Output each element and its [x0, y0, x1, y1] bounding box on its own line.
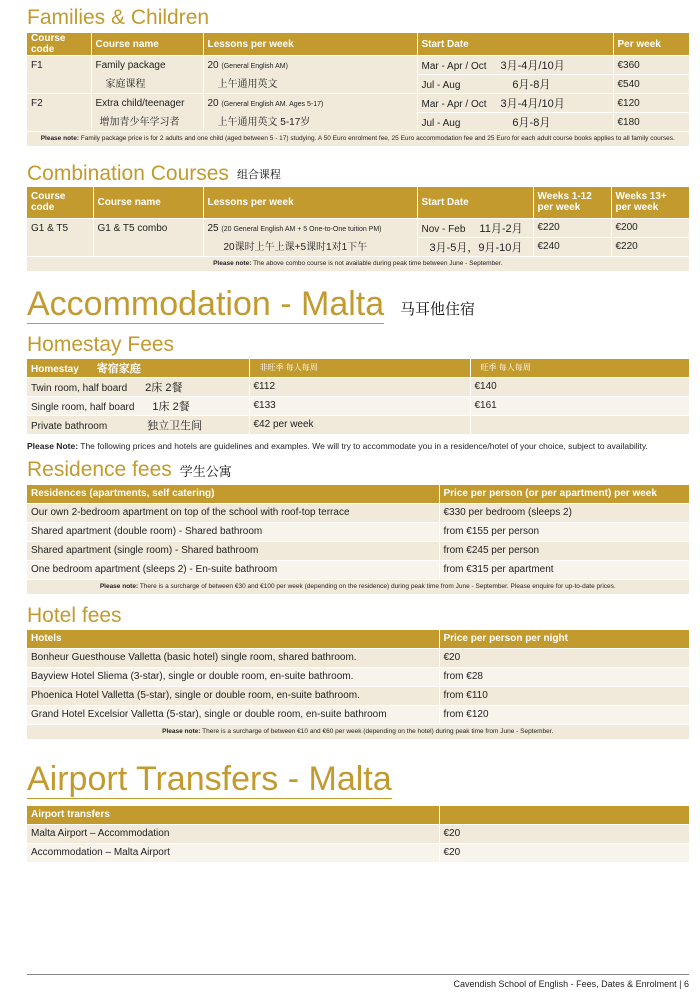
table-row — [27, 843, 689, 862]
col-weeks-1-12: Weeks 1-12 per week — [533, 187, 611, 218]
course-name: Extra child/teenager 增加青少年学习者 — [91, 94, 203, 132]
hotel-label: Grand Hotel Excelsior Valletta (5-star), single or double room, en-suite bathroom — [27, 705, 439, 724]
residence-note: Please note: There is a surcharge of between €30 and €100 per week (depending on the residence) during peak time from June - September. Please enquire for up-to-date prices. — [27, 579, 689, 594]
price: €360 — [613, 56, 689, 75]
residence-table — [27, 485, 690, 594]
col-price: Price per person (or per apartment) per week — [439, 485, 689, 503]
price: €161 — [470, 396, 689, 415]
room-type: Twin room, half board 2床 2餐 — [27, 377, 249, 396]
col-hotels: Hotels — [27, 630, 439, 648]
col-lessons: Lessons per week — [203, 187, 417, 218]
col-course-name: Course name — [91, 33, 203, 56]
homestay-table — [27, 359, 690, 434]
room-type: Single room, half board 1床 2餐 — [27, 396, 249, 415]
col-start-date: Start Date — [417, 33, 613, 56]
start-date: Mar - Apr / Oct 3月-4月/10月 — [417, 56, 613, 75]
families-note: Please note: Family package price is for 2 adults and one child (aged between 5 - 17) studying. A 50 Euro enrolment fee, 25 Euro accommodation fee and 25 Euro for each adult course books applies to all family courses. — [27, 132, 689, 147]
hotel-table — [27, 630, 690, 739]
start-date: Mar - Apr / Oct 3月-4月/10月 — [417, 94, 613, 113]
airport-table — [27, 806, 690, 862]
table-row — [27, 94, 689, 113]
combination-note: Please note: The above combo course is not available during peak time between June - September. — [27, 256, 689, 271]
combination-title: Combination Courses 组合课程 — [27, 162, 281, 185]
price: €112 — [249, 377, 470, 396]
lessons: 20 (General English AM. Ages 5-17) 上午通用英文 5-17岁 — [203, 94, 417, 132]
course-code: F2 — [27, 94, 91, 132]
price: €42 per week — [249, 415, 470, 434]
table-row — [27, 56, 689, 75]
hotel-label: Bayview Hotel Sliema (3-star), single or double room, en-suite bathroom. — [27, 667, 439, 686]
lessons: 20 (General English AM) 上午通用英文 — [203, 56, 417, 94]
price: from €120 — [439, 705, 689, 724]
table-row — [27, 377, 689, 396]
table-row — [27, 705, 689, 724]
col-lessons: Lessons per week — [203, 33, 417, 56]
course-code: G1 & T5 — [27, 218, 93, 256]
families-table — [27, 33, 690, 146]
hotel-note: Please note: There is a surcharge of between €10 and €60 per week (depending on the hotel) during peak time from June - September. — [27, 724, 689, 739]
course-name: G1 & T5 combo — [93, 218, 203, 256]
table-row — [27, 503, 689, 522]
transfer-label: Accommodation – Malta Airport — [27, 843, 439, 862]
price: from €315 per apartment — [439, 560, 689, 579]
price: €220 — [533, 218, 611, 237]
table-row — [27, 686, 689, 705]
families-title: Families & Children — [27, 6, 210, 29]
price: €200 — [611, 218, 689, 237]
col-course-code: Course code — [27, 187, 93, 218]
accommodation-title-cn: 马耳他住宿 — [400, 301, 476, 318]
price: €140 — [470, 377, 689, 396]
price: €20 — [439, 843, 689, 862]
start-date: Jul - Aug 6月-8月 — [417, 75, 613, 94]
price: from €28 — [439, 667, 689, 686]
price: €240 — [533, 237, 611, 256]
residence-label: One bedroom apartment (sleeps 2) - En-suite bathroom — [27, 560, 439, 579]
residence-title: Residence fees 学生公寓 — [27, 458, 232, 481]
price: €330 per bedroom (sleeps 2) — [439, 503, 689, 522]
residence-label: Shared apartment (single room) - Shared bathroom — [27, 541, 439, 560]
col-peak: 旺季 每人每周 — [470, 359, 689, 377]
price: €220 — [611, 237, 689, 256]
course-code: F1 — [27, 56, 91, 94]
table-row — [27, 648, 689, 667]
course-name: Family package 家庭课程 — [91, 56, 203, 94]
start-date: Nov - Feb 11月-2月 — [417, 218, 533, 237]
room-type: Private bathroom 独立卫生间 — [27, 415, 249, 434]
table-row — [27, 415, 689, 434]
hotel-label: Phoenica Hotel Valletta (5-star), single or double room, en-suite bathroom. — [27, 686, 439, 705]
price: €120 — [613, 94, 689, 113]
col-price — [439, 806, 689, 824]
table-row — [27, 522, 689, 541]
lessons: 25 (20 General English AM + 5 One-to-One tuition PM) 20课时上午上课+5课时1对1下午 — [203, 218, 417, 256]
col-airport-transfers: Airport transfers — [27, 806, 439, 824]
col-off-peak: 非旺季 每人每周 — [249, 359, 470, 377]
col-weeks-13: Weeks 13+ per week — [611, 187, 689, 218]
transfer-label: Malta Airport – Accommodation — [27, 824, 439, 843]
table-row — [27, 667, 689, 686]
table-row — [27, 824, 689, 843]
col-course-name: Course name — [93, 187, 203, 218]
col-course-code: Course code — [27, 33, 91, 56]
price: €133 — [249, 396, 470, 415]
col-residence: Residences (apartments, self catering) — [27, 485, 439, 503]
col-per-week: Per week — [613, 33, 689, 56]
col-start-date: Start Date — [417, 187, 533, 218]
price: €20 — [439, 824, 689, 843]
price: €180 — [613, 113, 689, 132]
price: from €110 — [439, 686, 689, 705]
start-date: Jul - Aug 6月-8月 — [417, 113, 613, 132]
table-row — [27, 541, 689, 560]
residence-label: Shared apartment (double room) - Shared bathroom — [27, 522, 439, 541]
price: from €245 per person — [439, 541, 689, 560]
table-row — [27, 560, 689, 579]
table-row — [27, 218, 689, 237]
price — [470, 415, 689, 434]
combination-table — [27, 187, 690, 271]
col-homestay: Homestay 寄宿家庭 — [27, 359, 249, 377]
price: €20 — [439, 648, 689, 667]
table-row — [27, 396, 689, 415]
airport-title: Airport Transfers - Malta — [27, 760, 392, 798]
hotel-label: Bonheur Guesthouse Valletta (basic hotel) single room, shared bathroom. — [27, 648, 439, 667]
price: from €155 per person — [439, 522, 689, 541]
residence-label: Our own 2-bedroom apartment on top of the school with roof-top terrace — [27, 503, 439, 522]
homestay-title: Homestay Fees — [27, 333, 175, 356]
page-footer: Cavendish School of English - Fees, Dates & Enrolment | 6 — [27, 974, 689, 989]
col-price: Price per person per night — [439, 630, 689, 648]
start-date: 3月-5月，9月-10月 — [417, 237, 533, 256]
hotel-title: Hotel fees — [27, 604, 122, 627]
price: €540 — [613, 75, 689, 94]
accommodation-title: Accommodation - Malta — [27, 285, 385, 323]
homestay-note: Please Note: The following prices and hotels are guidelines and examples. We will try to accommodate you in a residence/hotel of your choice, subject to availability. — [27, 441, 648, 451]
